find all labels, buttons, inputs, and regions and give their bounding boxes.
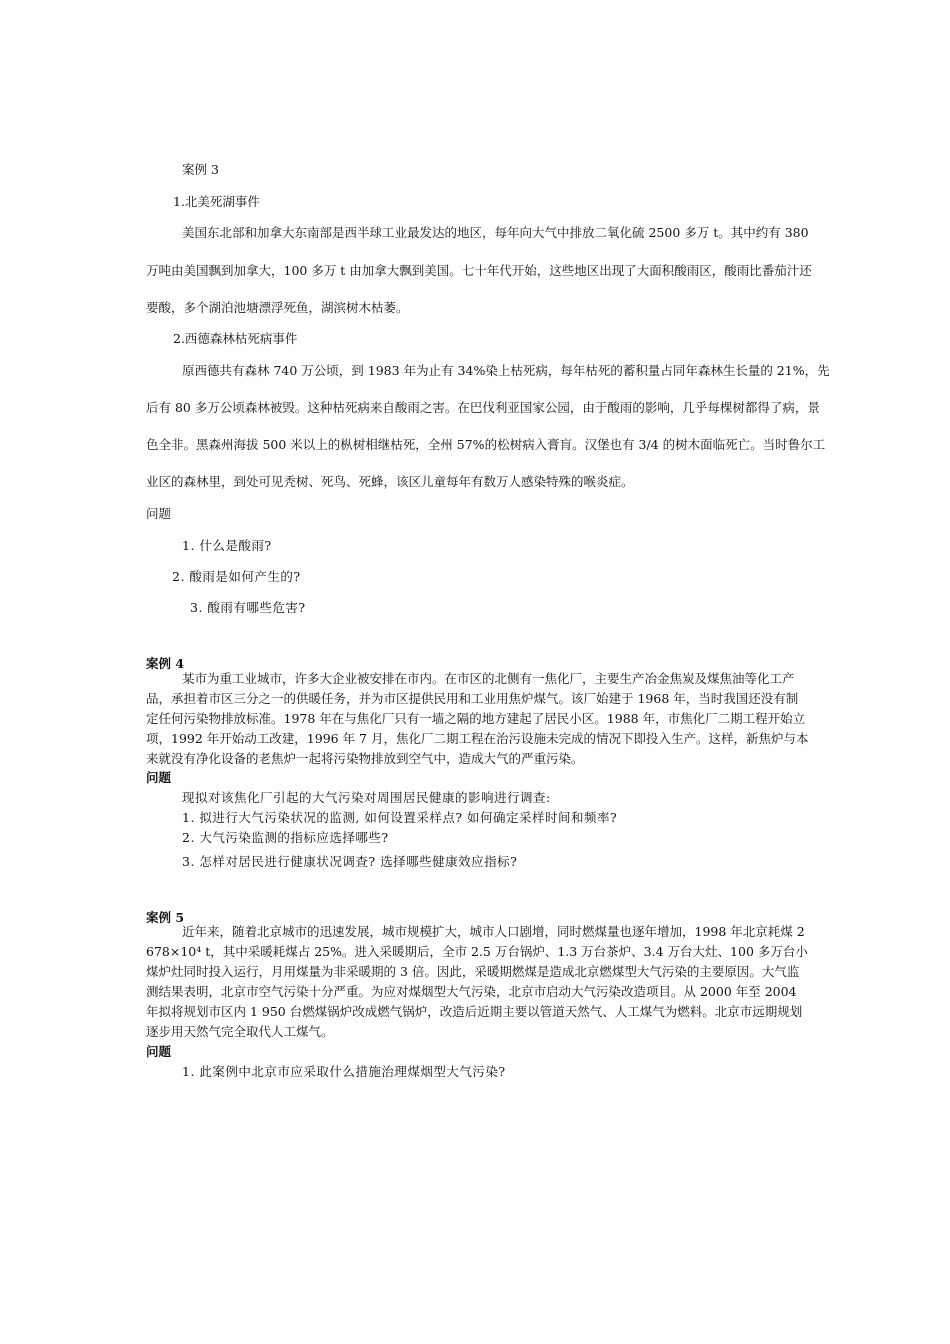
case5-body: 近年来，随着北京城市的迅速发展，城市规模扩大，城市人口剧增，同时燃煤量也逐年增加，1998 年北京耗煤 2 678×10⁴ t，其中采暖耗煤占 25%。进入采暖期后，全市 2.5 万台锅炉、1.3 万台茶炉、3.4 万台大灶、100 多万台小煤炉灶同时投入运行，月用煤量为非采暖期的 3 倍。因此，采暖期燃煤是造成北京燃煤型大气污染的主要原因。大气监测结果表明，北京市空气污染十分严重。为应对煤烟型大气污染，北京市启动大气污染改造项目。从 2000 年至 2004 年拟将规划市区内 1 950 台燃煤锅炉改成燃气锅炉，改造后近期主要以管道天然气、人工煤气为燃料。北京市远期规划逐步用天然气完全取代人工煤气。	[146, 924, 808, 1039]
case3-event2-title: 2.西德森林枯死病事件	[173, 331, 298, 346]
case3-event1-title: 1.北美死湖事件	[173, 194, 260, 209]
case3-event1-line-2: 万吨由美国飘到加拿大，100 多万 t 由加拿大飘到美国。七十年代开始，这些地区出现了大面积酸雨区，酸雨比番茄汁还	[146, 263, 812, 278]
case3-question-3: 3. 酸雨有哪些危害?	[190, 600, 306, 615]
case3-question-2: 2. 酸雨是如何产生的?	[172, 569, 301, 584]
case4-heading: 案例 4	[146, 656, 185, 671]
case3-heading: 案例 3	[182, 162, 219, 177]
case3-event2-line-1: 原西德共有森林 740 万公顷，到 1983 年为止有 34%染上枯死病，每年枯死的蓄积量占同年森林生长量的 21%，先	[182, 363, 830, 378]
case4-question-3: 3. 怎样对居民进行健康状况调查? 选择哪些健康效应指标?	[182, 854, 518, 869]
case3-questions-label: 问题	[146, 506, 172, 521]
case5-question-1: 1. 此案例中北京市应采取什么措施治理煤烟型大气污染?	[182, 1064, 506, 1079]
case4-questions-label: 问题	[146, 770, 172, 785]
case3-event2-line-3: 色全非。黑森州海拔 500 米以上的枞树相继枯死，全州 57%的松树病入膏肓。汉堡也有 3/4 的树木面临死亡。当时鲁尔工	[146, 437, 826, 452]
case3-question-1: 1. 什么是酸雨?	[182, 538, 272, 553]
case5-questions-label: 问题	[146, 1044, 172, 1059]
case5-heading: 案例 5	[146, 910, 185, 925]
case3-event2-line-4: 业区的森林里，到处可见秃树、死鸟、死蜂，该区儿童每年有数万人感染特殊的喉炎症。	[146, 474, 634, 489]
case3-event1-line-3: 要酸，多个湖泊池塘漂浮死鱼，湖滨树木枯萎。	[146, 300, 409, 315]
case4-question-1: 1. 拟进行大气污染状况的监测, 如何设置采样点? 如何确定采样时间和频率?	[182, 810, 618, 825]
case4-body: 某市为重工业城市，许多大企业被安排在市内。在市区的北侧有一焦化厂，主要生产冶金焦炭及煤焦油等化工产品，承担着市区三分之一的供暖任务，并为市区提供民用和工业用焦炉煤气。该厂始建于 1968 年，当时我国还没有制定任何污染物排放标准。1978 年在与焦化厂只有一墙之隔的地方建起了居民小区。1988 年，市焦化厂二期工程开始立项，1992 年开始动工改建，1996 年 7 月，焦化厂二期工程在治污设施未完成的情况下即投入生产。这样，新焦炉与本来就没有净化设备的老焦炉一起将污染物排放到空气中，造成大气的严重污染。	[146, 671, 809, 766]
case3-event2-line-2: 后有 80 多万公顷森林被毁。这种枯死病来自酸雨之害。在巴伐利亚国家公园，由于酸雨的影响，几乎每棵树都得了病，景	[146, 400, 820, 415]
case4-question-2: 2. 大气污染监测的指标应选择哪些?	[182, 830, 389, 845]
case3-event1-line-1: 美国东北部和加拿大东南部是西半球工业最发达的地区，每年向大气中排放二氧化硫 2500 多万 t。其中约有 380	[182, 225, 809, 240]
case4-intro: 现拟对该焦化厂引起的大气污染对周围居民健康的影响进行调查:	[182, 790, 551, 805]
